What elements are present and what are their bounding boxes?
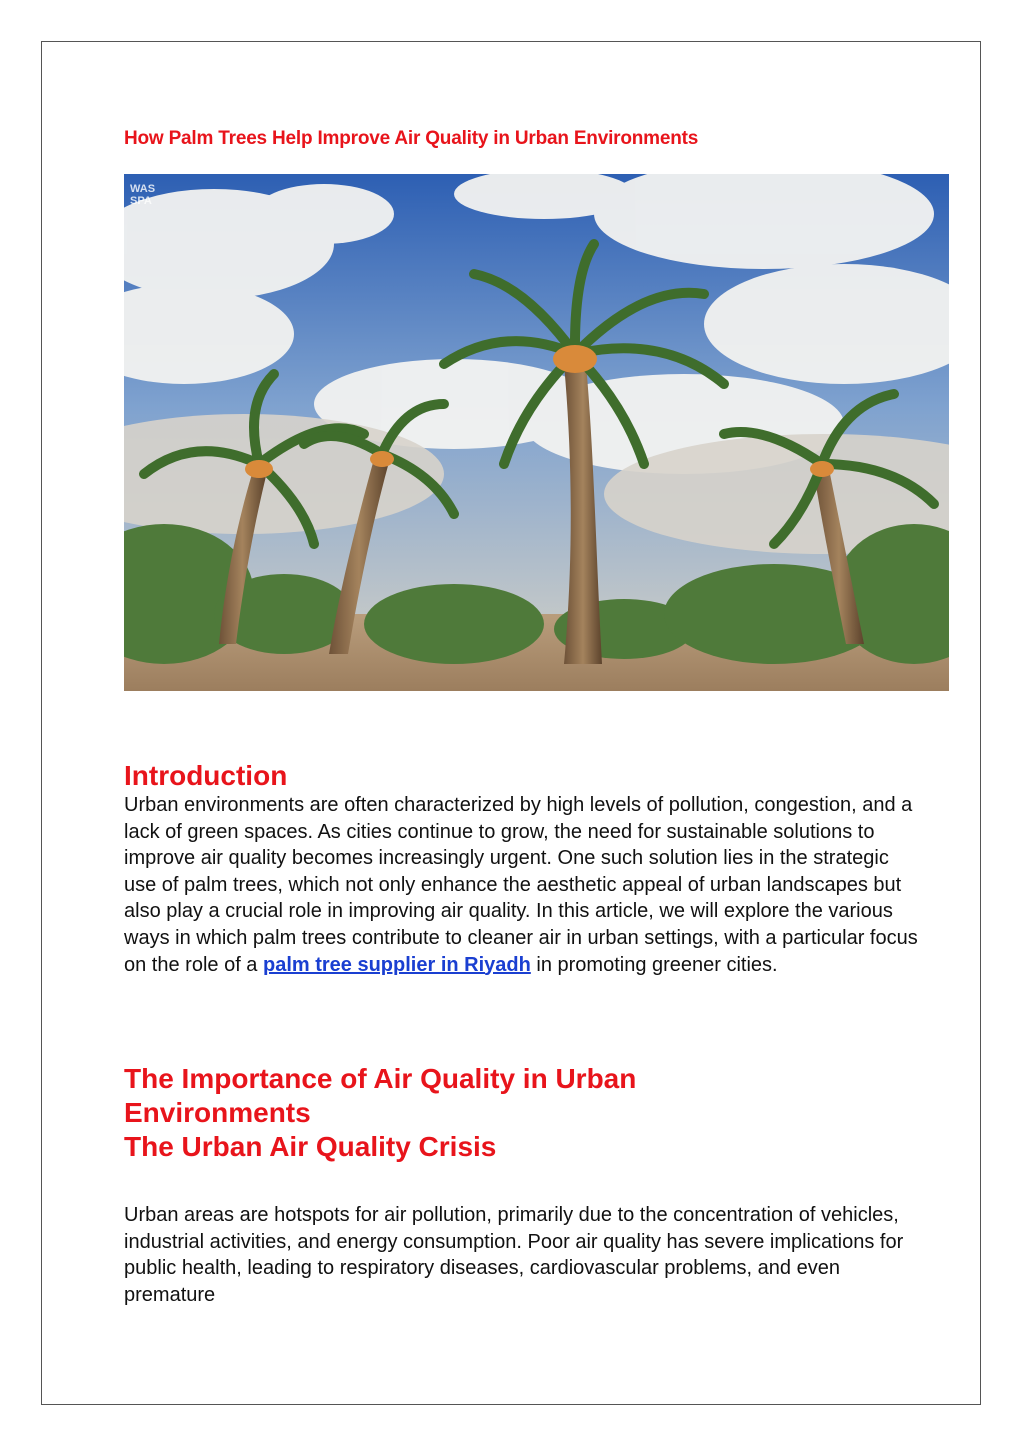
intro-text-after-link: in promoting greener cities. (530, 953, 778, 976)
document-title: How Palm Trees Help Improve Air Quality in Urban Environments (124, 128, 699, 149)
air-quality-section (124, 1062, 924, 1164)
air-quality-crisis-section (124, 1202, 924, 1308)
section-heading-line1: The Importance of Air Quality in Urban (124, 1063, 637, 1094)
introduction-heading: Introduction (124, 760, 288, 791)
watermark-line2: SPA (130, 195, 152, 207)
palm-trees-photo (124, 174, 949, 691)
air-quality-paragraph: Urban areas are hotspots for air pollution, primarily due to the concentration of vehicles, industrial activities, and energy consumption. Poor air quality has severe implications for public health, leading to respiratory diseases, cardiovascular problems, and even premature (124, 1204, 904, 1306)
section-heading-line2: Environments (124, 1097, 311, 1128)
watermark-line1: WAS (130, 183, 156, 195)
section-subheading: The Urban Air Quality Crisis (124, 1131, 497, 1162)
introduction-section (124, 760, 924, 978)
palm-tree-supplier-link[interactable]: palm tree supplier in Riyadh (262, 953, 531, 976)
introduction-paragraph (124, 792, 924, 978)
intro-text-before-link: Urban environments are often characterized by high levels of pollution, congestion, and a lack of green spaces. As cities continue to grow, the need for sustainable solutions to improve air quality becomes increasingly urgent. One such solution lies in the strategic use of palm trees, which not only enhance the aesthetic appeal of urban landscapes but also play a crucial role in improving air quality. In this article, we will explore the various ways in which palm trees contribute to cleaner air in urban settings, with a particular focus on the role of a (124, 794, 918, 976)
